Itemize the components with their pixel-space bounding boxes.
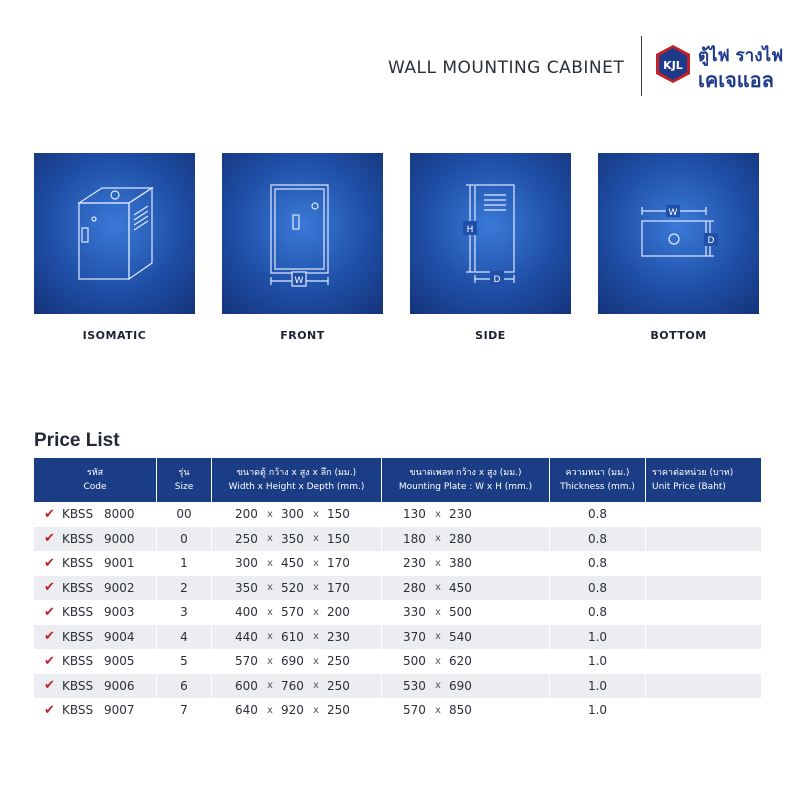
mounting-plate-cell <box>382 502 550 527</box>
times-symbol: x <box>435 533 441 545</box>
height-value: 690 <box>281 654 304 669</box>
dimensions-cell <box>212 502 382 527</box>
times-symbol: x <box>267 631 273 643</box>
unit-price-cell <box>646 625 761 650</box>
plate-width-value: 230 <box>403 556 426 571</box>
logo-text: KJL <box>663 59 683 72</box>
plate-height-value: 540 <box>449 629 472 644</box>
thickness-cell: 0.8 <box>550 502 646 527</box>
depth-value: 250 <box>327 703 350 718</box>
unit-price-cell <box>646 674 761 699</box>
dimensions-cell <box>212 527 382 552</box>
col-header-dimensions: ขนาดตู้ กว้าง x สูง x ลึก (มม.) Width x Height x Depth (mm.) <box>212 458 382 502</box>
price-table <box>34 458 761 723</box>
code-prefix: KBSS <box>62 654 94 669</box>
check-icon: ✔ <box>44 678 55 694</box>
dimensions-cell <box>212 649 382 674</box>
mounting-plate-cell <box>382 600 550 625</box>
plate-height-value: 380 <box>449 556 472 571</box>
times-symbol: x <box>435 704 441 716</box>
width-value: 300 <box>235 556 258 571</box>
times-symbol: x <box>267 680 273 692</box>
code-prefix: KBSS <box>62 580 94 595</box>
check-icon: ✔ <box>44 555 55 571</box>
unit-price-cell <box>646 527 761 552</box>
table-row <box>34 625 761 650</box>
side-view-image <box>410 153 571 314</box>
unit-price-cell <box>646 551 761 576</box>
check-icon: ✔ <box>44 702 55 718</box>
col-header-thickness: ความหนา (มม.) Thickness (mm.) <box>550 458 646 502</box>
code-prefix: KBSS <box>62 556 94 571</box>
code-number: 9007 <box>104 703 135 718</box>
width-value: 350 <box>235 580 258 595</box>
plate-width-value: 530 <box>403 678 426 693</box>
plate-width-value: 130 <box>403 507 426 522</box>
col-header-mounting-plate: ขนาดเพลท กว้าง x สูง (มม.) Mounting Plate : W x H (mm.) <box>382 458 550 502</box>
plate-height-value: 280 <box>449 531 472 546</box>
table-row <box>34 698 761 723</box>
plate-height-value: 230 <box>449 507 472 522</box>
code-prefix: KBSS <box>62 703 94 718</box>
code-prefix: KBSS <box>62 629 94 644</box>
code-cell <box>34 674 157 699</box>
plate-width-value: 370 <box>403 629 426 644</box>
times-symbol: x <box>313 704 319 716</box>
height-value: 920 <box>281 703 304 718</box>
side-depth-label: D <box>493 275 501 285</box>
height-value: 350 <box>281 531 304 546</box>
thickness-cell: 0.8 <box>550 600 646 625</box>
times-symbol: x <box>435 606 441 618</box>
height-value: 570 <box>281 605 304 620</box>
view-label-isometric: ISOMATIC <box>82 329 147 342</box>
size-cell: 2 <box>157 576 212 601</box>
dimensions-cell <box>212 600 382 625</box>
code-number: 9006 <box>104 678 135 693</box>
plate-height-value: 450 <box>449 580 472 595</box>
mounting-plate-cell <box>382 674 550 699</box>
code-number: 9005 <box>104 654 135 669</box>
check-icon: ✔ <box>44 629 55 645</box>
code-number: 9000 <box>104 531 135 546</box>
depth-value: 170 <box>327 556 350 571</box>
bottom-view-image <box>598 153 759 314</box>
bottom-width-label: W <box>668 208 678 218</box>
depth-value: 250 <box>327 678 350 693</box>
size-cell: 7 <box>157 698 212 723</box>
dimensions-cell <box>212 551 382 576</box>
code-cell <box>34 551 157 576</box>
thickness-cell: 1.0 <box>550 625 646 650</box>
depth-value: 150 <box>327 531 350 546</box>
code-cell <box>34 527 157 552</box>
code-cell <box>34 502 157 527</box>
table-row <box>34 600 761 625</box>
times-symbol: x <box>313 631 319 643</box>
price-list-title: Price List <box>34 430 120 451</box>
isometric-view-image <box>34 153 195 314</box>
mounting-plate-cell <box>382 576 550 601</box>
table-body <box>34 502 761 723</box>
page-title: WALL MOUNTING CABINET <box>388 58 625 78</box>
table-row <box>34 502 761 527</box>
code-number: 9002 <box>104 580 135 595</box>
times-symbol: x <box>435 557 441 569</box>
kjl-logo-icon <box>653 44 693 84</box>
table-row <box>34 527 761 552</box>
times-symbol: x <box>435 680 441 692</box>
size-cell: 3 <box>157 600 212 625</box>
times-symbol: x <box>435 508 441 520</box>
page-header <box>0 36 800 92</box>
size-cell: 5 <box>157 649 212 674</box>
times-symbol: x <box>313 582 319 594</box>
plate-width-value: 280 <box>403 580 426 595</box>
unit-price-cell <box>646 600 761 625</box>
unit-price-cell <box>646 698 761 723</box>
times-symbol: x <box>267 655 273 667</box>
code-cell <box>34 625 157 650</box>
code-prefix: KBSS <box>62 678 94 693</box>
times-symbol: x <box>435 582 441 594</box>
plate-height-value: 850 <box>449 703 472 718</box>
width-value: 250 <box>235 531 258 546</box>
thickness-cell: 1.0 <box>550 649 646 674</box>
mounting-plate-cell <box>382 551 550 576</box>
col-header-unit-price: ราคาต่อหน่วย (บาท) Unit Price (Baht) <box>652 468 734 492</box>
header-divider <box>641 36 642 96</box>
times-symbol: x <box>267 533 273 545</box>
depth-value: 230 <box>327 629 350 644</box>
dimensions-cell <box>212 576 382 601</box>
width-value: 600 <box>235 678 258 693</box>
height-value: 520 <box>281 580 304 595</box>
code-number: 9004 <box>104 629 135 644</box>
code-prefix: KBSS <box>62 605 94 620</box>
size-cell: 6 <box>157 674 212 699</box>
depth-value: 170 <box>327 580 350 595</box>
mounting-plate-cell <box>382 698 550 723</box>
check-icon: ✔ <box>44 580 55 596</box>
size-cell: 4 <box>157 625 212 650</box>
plate-width-value: 330 <box>403 605 426 620</box>
times-symbol: x <box>267 606 273 618</box>
plate-height-value: 620 <box>449 654 472 669</box>
size-cell: 1 <box>157 551 212 576</box>
code-number: 8000 <box>104 507 135 522</box>
mounting-plate-cell <box>382 527 550 552</box>
plate-height-value: 690 <box>449 678 472 693</box>
code-cell <box>34 649 157 674</box>
plate-width-value: 500 <box>403 654 426 669</box>
size-cell: 0 <box>157 527 212 552</box>
unit-price-cell <box>646 576 761 601</box>
code-cell <box>34 698 157 723</box>
height-value: 450 <box>281 556 304 571</box>
thickness-cell: 1.0 <box>550 674 646 699</box>
width-value: 400 <box>235 605 258 620</box>
thickness-cell: 0.8 <box>550 551 646 576</box>
code-prefix: KBSS <box>62 507 94 522</box>
times-symbol: x <box>313 655 319 667</box>
times-symbol: x <box>267 557 273 569</box>
width-value: 440 <box>235 629 258 644</box>
view-label-front: FRONT <box>280 329 325 342</box>
table-row <box>34 674 761 699</box>
mounting-plate-cell <box>382 625 550 650</box>
thickness-cell: 1.0 <box>550 698 646 723</box>
code-number: 9003 <box>104 605 135 620</box>
height-value: 610 <box>281 629 304 644</box>
check-icon: ✔ <box>44 506 55 522</box>
depth-value: 250 <box>327 654 350 669</box>
dimensions-cell <box>212 674 382 699</box>
size-cell: 00 <box>157 502 212 527</box>
table-row <box>34 649 761 674</box>
front-view-image <box>222 153 383 314</box>
view-label-bottom: BOTTOM <box>650 329 707 342</box>
col-header-size: รุ่น Size <box>157 458 212 502</box>
times-symbol: x <box>267 508 273 520</box>
plate-width-value: 570 <box>403 703 426 718</box>
col-header-code: รหัส Code <box>34 458 157 502</box>
times-symbol: x <box>313 508 319 520</box>
unit-price-cell <box>646 649 761 674</box>
height-value: 760 <box>281 678 304 693</box>
times-symbol: x <box>267 704 273 716</box>
times-symbol: x <box>313 557 319 569</box>
width-value: 200 <box>235 507 258 522</box>
width-value: 570 <box>235 654 258 669</box>
view-label-side: SIDE <box>475 329 506 342</box>
table-header <box>34 458 761 502</box>
bottom-depth-label: D <box>707 236 715 246</box>
thickness-cell: 0.8 <box>550 527 646 552</box>
depth-value: 150 <box>327 507 350 522</box>
times-symbol: x <box>435 631 441 643</box>
table-row <box>34 551 761 576</box>
check-icon: ✔ <box>44 653 55 669</box>
times-symbol: x <box>267 582 273 594</box>
height-value: 300 <box>281 507 304 522</box>
unit-price-cell <box>646 502 761 527</box>
plate-width-value: 180 <box>403 531 426 546</box>
code-number: 9001 <box>104 556 135 571</box>
plate-height-value: 500 <box>449 605 472 620</box>
brand-name-line2: เคเจแอล <box>698 68 774 92</box>
depth-value: 200 <box>327 605 350 620</box>
mounting-plate-cell <box>382 649 550 674</box>
times-symbol: x <box>313 606 319 618</box>
code-prefix: KBSS <box>62 531 94 546</box>
times-symbol: x <box>313 680 319 692</box>
code-cell <box>34 600 157 625</box>
check-icon: ✔ <box>44 531 55 547</box>
table-row <box>34 576 761 601</box>
width-value: 640 <box>235 703 258 718</box>
brand-name-line1: ตู้ไฟ รางไฟ <box>698 46 784 66</box>
times-symbol: x <box>435 655 441 667</box>
dimensions-cell <box>212 698 382 723</box>
check-icon: ✔ <box>44 604 55 620</box>
times-symbol: x <box>313 533 319 545</box>
code-cell <box>34 576 157 601</box>
side-height-label: H <box>466 225 474 235</box>
front-width-label: W <box>294 276 304 286</box>
thickness-cell: 0.8 <box>550 576 646 601</box>
dimensions-cell <box>212 625 382 650</box>
